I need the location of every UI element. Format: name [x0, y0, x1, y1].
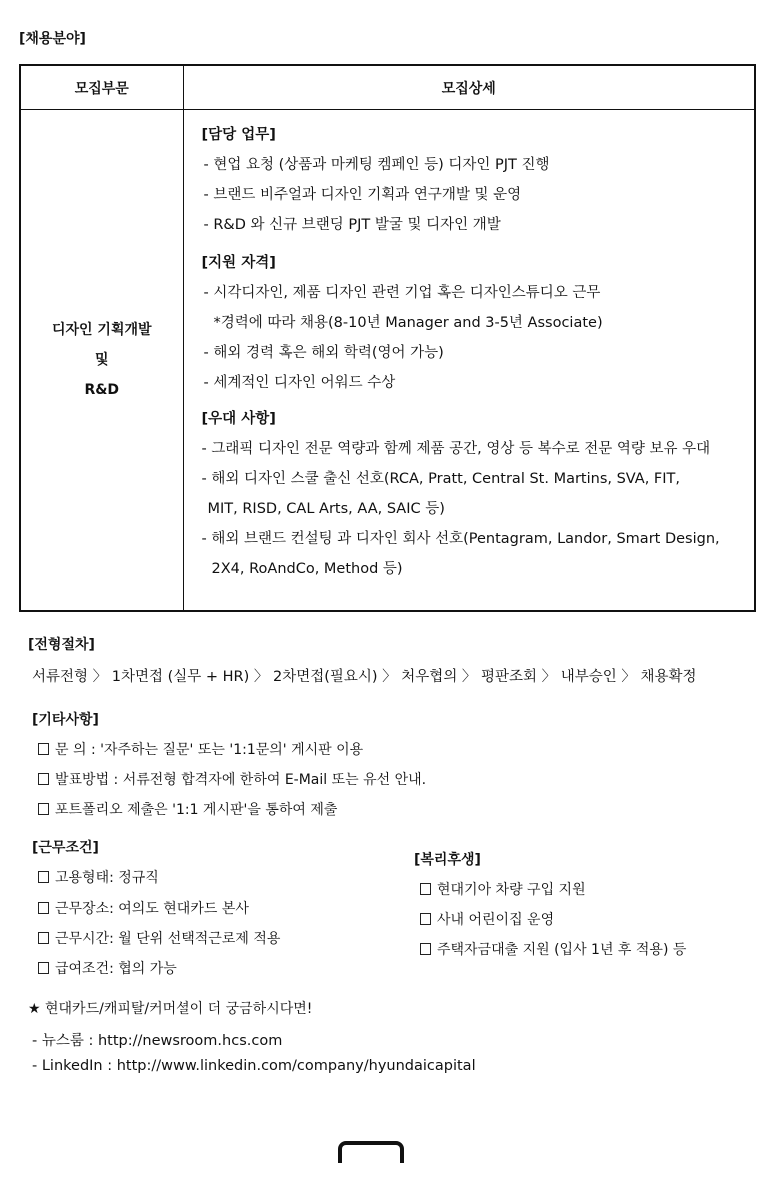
recruit-table [19, 64, 756, 612]
welfare-item: 주택자금대출 지원 (입사 1년 후 적용) 등 [420, 939, 686, 959]
checkbox-square-icon [38, 902, 49, 914]
recruit-table-row [20, 110, 755, 612]
newsroom-link[interactable]: - 뉴스룸 : http://newsroom.hcs.com [32, 1033, 283, 1049]
preferred-item: 2X4, RoAndCo, Method 등) [211, 561, 403, 577]
welfare-title: [복리후생] [414, 852, 481, 868]
etc-item: 문 의 : '자주하는 질문' 또는 '1:1문의' 게시판 이용 [38, 739, 363, 759]
process-steps: 서류전형 〉 1차면접 (실무 + HR) 〉 2차면접(필요시) 〉 처우협의 〉 평판조회 〉 내부승인 〉 채용확정 [32, 669, 697, 685]
dept-line-3: R&D [84, 382, 120, 398]
duties-title: [담당 업무] [201, 127, 276, 143]
etc-item: 포트폴리오 제출은 '1:1 게시판'을 통하여 제출 [38, 799, 337, 819]
dept-cell [20, 110, 183, 612]
preferred-item: - 해외 브랜드 컨설팅 과 디자인 회사 선호(Pentagram, Landor, Smart Design, [201, 531, 720, 547]
more-headline: ★ 현대카드/캐피탈/커머셜이 더 궁금하시다면! [28, 1001, 313, 1017]
qualifications-item: *경력에 따라 채용(8-10년 Manager and 3-5년 Associate) [213, 315, 603, 331]
work-conditions-title: [근무조건] [32, 840, 99, 856]
dept-line-2: 및 [94, 352, 109, 368]
checkbox-square-icon [420, 913, 431, 925]
duties-item: - 현업 요청 (상품과 마케팅 켐페인 등) 디자인 PJT 진행 [203, 157, 550, 173]
etc-title: [기타사항] [32, 712, 99, 728]
checkbox-square-icon [38, 871, 49, 883]
work-item: 근무시간: 월 단위 선택적근로제 적용 [38, 928, 280, 948]
process-title: [전형절차] [28, 637, 95, 653]
checkbox-square-icon [38, 962, 49, 974]
preferred-title: [우대 사항] [201, 411, 276, 427]
linkedin-link[interactable]: - LinkedIn : http://www.linkedin.com/company/hyundaicapital [32, 1058, 476, 1074]
recruit-table-header-row [20, 65, 755, 110]
recruit-field-title: [채용분야] [19, 31, 86, 47]
work-item: 고용형태: 정규직 [38, 867, 159, 887]
checkbox-square-icon [420, 883, 431, 895]
checkbox-square-icon [420, 943, 431, 955]
checkbox-square-icon [38, 773, 49, 785]
duties-item: - 브랜드 비주얼과 디자인 기획과 연구개발 및 운영 [203, 187, 522, 203]
welfare-item: 사내 어린이집 운영 [420, 909, 554, 929]
checkbox-square-icon [38, 803, 49, 815]
work-item: 근무장소: 여의도 현대카드 본사 [38, 898, 249, 918]
etc-item: 발표방법 : 서류전형 합격자에 한하여 E-Mail 또는 유선 안내. [38, 769, 426, 789]
checkbox-square-icon [38, 743, 49, 755]
duties-item: - R&D 와 신규 브랜딩 PJT 발굴 및 디자인 개발 [203, 217, 501, 233]
welfare-item: 현대기아 차량 구입 지원 [420, 879, 586, 899]
work-item: 급여조건: 협의 가능 [38, 958, 177, 978]
logo-mark-icon [338, 1141, 404, 1163]
qualifications-item: - 세계적인 디자인 어워드 수상 [203, 375, 396, 391]
qualifications-title: [지원 자격] [201, 255, 276, 271]
header-dept: 모집부문 [20, 65, 183, 110]
preferred-item: MIT, RISD, CAL Arts, AA, SAIC 등) [207, 501, 445, 517]
header-detail: 모집상세 [183, 65, 755, 110]
dept-line-1: 디자인 기획개발 [51, 322, 152, 338]
qualifications-item: - 해외 경력 혹은 해외 학력(영어 가능) [203, 345, 444, 361]
qualifications-item: - 시각디자인, 제품 디자인 관련 기업 혹은 디자인스튜디오 근무 [203, 285, 601, 301]
preferred-item: - 해외 디자인 스쿨 출신 선호(RCA, Pratt, Central St. Martins, SVA, FIT, [201, 471, 681, 487]
detail-cell [183, 110, 755, 612]
preferred-item: - 그래픽 디자인 전문 역량과 함께 제품 공간, 영상 등 복수로 전문 역량 보유 우대 [201, 441, 711, 457]
checkbox-square-icon [38, 932, 49, 944]
